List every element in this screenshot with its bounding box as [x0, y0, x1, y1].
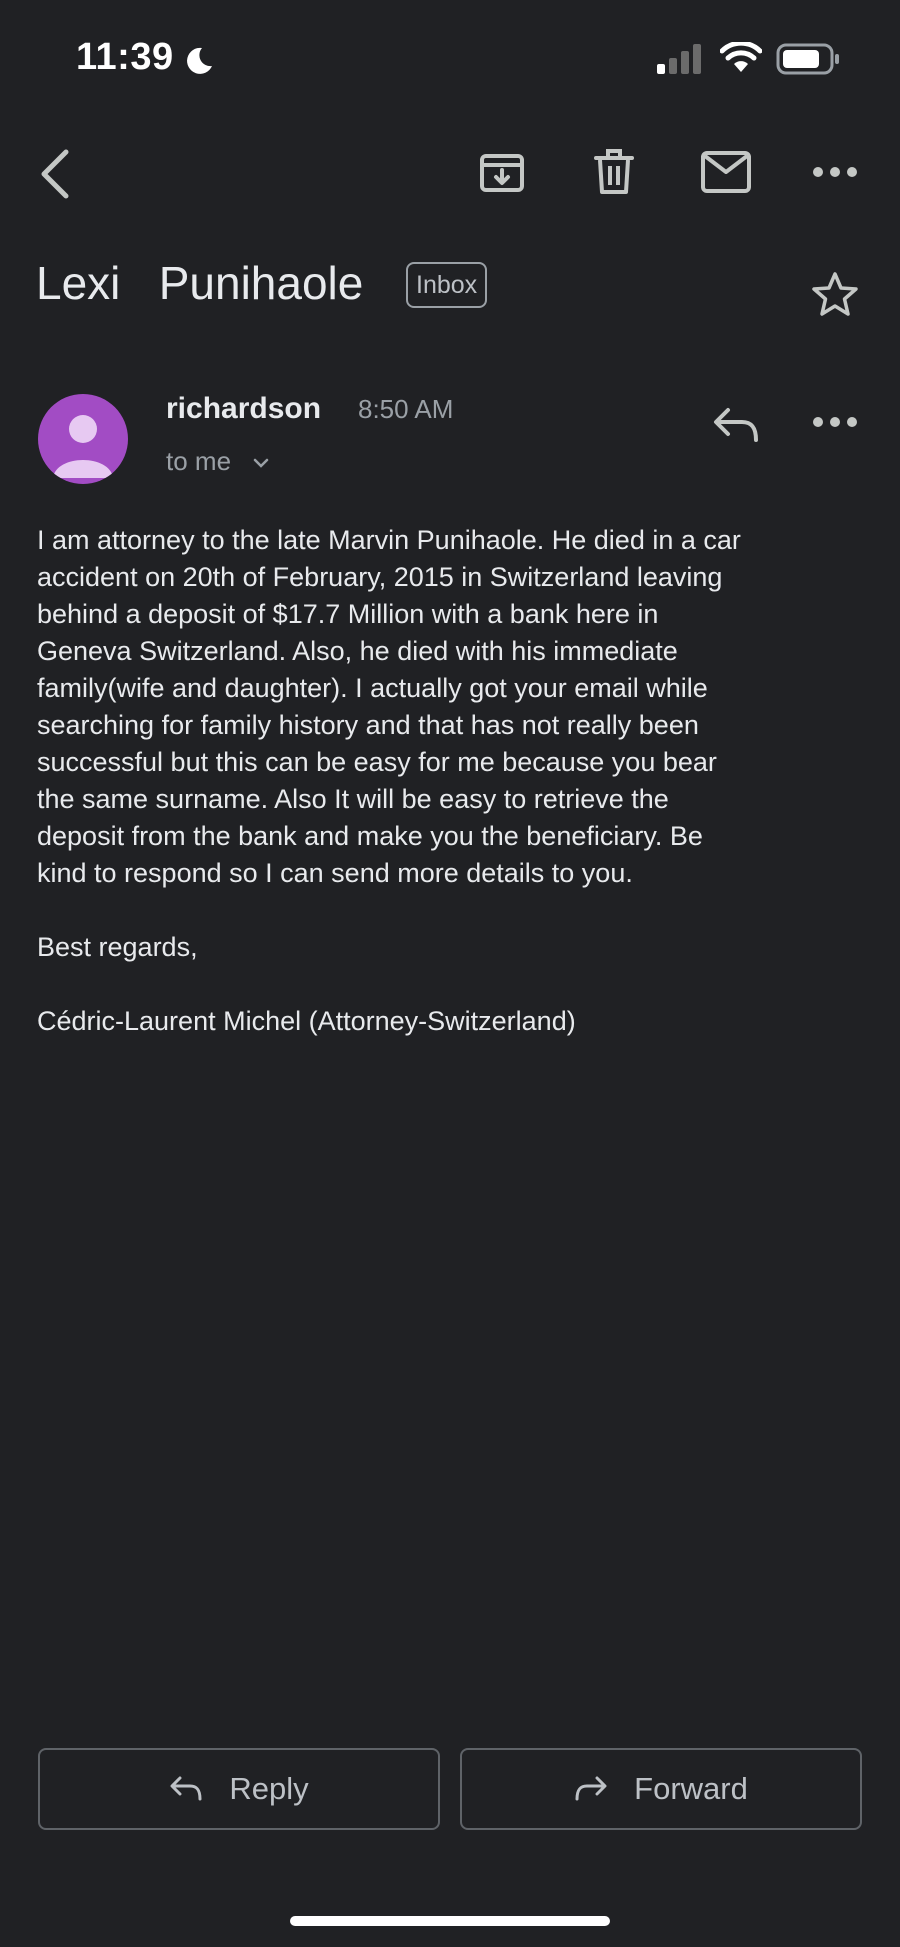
more-icon[interactable] [812, 162, 858, 182]
forward-arrow-icon [574, 1775, 608, 1803]
forward-button[interactable] [460, 1748, 862, 1830]
body-closing: Best regards, [37, 932, 198, 962]
message-more-icon[interactable] [812, 412, 858, 432]
status-time: 11:39 [76, 36, 174, 78]
battery-icon [776, 42, 840, 76]
person-icon [38, 394, 128, 484]
reply-button[interactable] [38, 1748, 440, 1830]
reply-icon[interactable] [712, 404, 760, 444]
cellular-signal-icon [657, 44, 703, 74]
body-paragraph: I am attorney to the late Marvin Punihaole. He died in a car accident on 20th of February, 2015 in Switzerland leaving behind a deposit of $17.7 Million with a bank here in Geneva Switzerland. Also, he died with his immediate family(wife and daughter). I actually got your email while searching for family history and that has not really been successful but this can be easy for me because you bear the same surname. Also It will be easy to retrieve the deposit from the bank and make you the beneficiary. Be kind to respond so I can send more details to you. [37, 525, 741, 888]
avatar[interactable] [38, 394, 128, 484]
star-icon[interactable] [810, 270, 860, 320]
trash-icon[interactable] [590, 148, 638, 196]
inbox-label-chip[interactable]: Inbox [406, 262, 487, 308]
archive-icon[interactable] [478, 148, 526, 196]
body-signature: Cédric-Laurent Michel (Attorney-Switzerland) [37, 1006, 576, 1036]
chevron-down-icon[interactable] [252, 454, 270, 472]
sent-time: 8:50 AM [358, 394, 454, 424]
forward-label: Forward [634, 1771, 748, 1806]
recipient-details[interactable]: to me [166, 446, 232, 476]
reply-arrow-icon [169, 1775, 203, 1803]
home-indicator[interactable] [290, 1916, 610, 1926]
back-icon[interactable] [36, 148, 76, 200]
email-subject: Lexi Punihaole [36, 257, 364, 309]
email-body [37, 522, 867, 1077]
moon-icon [182, 44, 216, 78]
mark-unread-icon[interactable] [700, 150, 752, 194]
reply-label: Reply [229, 1771, 309, 1806]
sender-name[interactable]: richardson [166, 392, 322, 425]
wifi-icon [720, 42, 762, 74]
